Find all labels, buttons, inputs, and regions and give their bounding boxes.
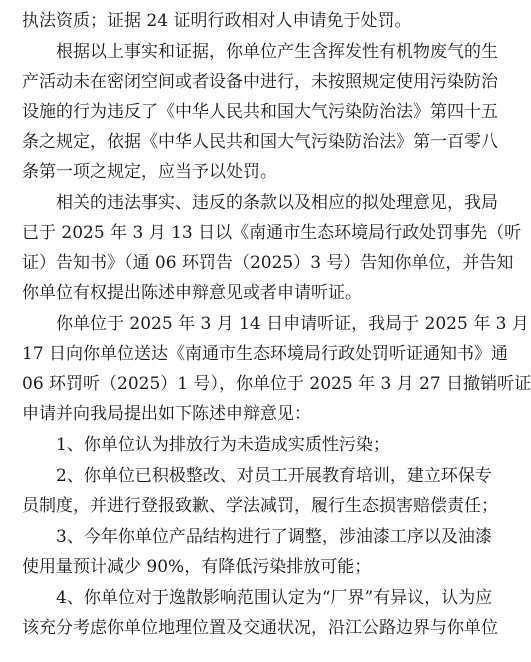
text-line: 该充分考虑你单位地理位置及交通状况，沿江公路边界与你单位 [22, 618, 498, 638]
text-line: 申请并向我局提出如下陈述申辩意见： [22, 404, 311, 424]
text-line: 使用量预计减少 90%，有降低污染排放可能； [22, 557, 372, 577]
text-line: 员制度，并进行登报致歉、学法减罚，履行生态损害赔偿责任； [22, 496, 498, 516]
text-line: 17 日向你单位送达《南通市生态环境局行政处罚听证通知书》通 [22, 344, 509, 364]
text-line: 已于 2025 年 3 月 13 日以《南通市生态环境局行政处罚事先（听 [22, 223, 522, 243]
text-line: 3、今年你单位产品结构进行了调整，涉油漆工序以及油漆 [56, 527, 492, 547]
text-line: 4、你单位对于逸散影响范围认定为“厂界”有异议，认为应 [56, 588, 493, 608]
text-line: 你单位有权提出陈述申辩意见或者申请听证。 [22, 283, 362, 303]
text-line: 你单位于 2025 年 3 月 14 日申请听证，我局于 2025 年 3 月 [56, 314, 529, 334]
text-line: 1、你单位认为排放行为未造成实质性污染； [56, 435, 390, 455]
text-line: 条之规定，依据《中华人民共和国大气污染防治法》第一百零八 [22, 132, 498, 152]
text-line: 设施的行为违反了《中华人民共和国大气污染防治法》第四十五 [22, 102, 498, 122]
text-line: 条第一项之规定，应当予以处罚。 [22, 162, 277, 182]
text-line: 2、你单位已积极整改、对员工开展教育培训，建立环保专 [56, 466, 492, 486]
text-line: 执法资质；证据 24 证明行政相对人申请免于处罚。 [22, 11, 412, 31]
text-line: 相关的违法事实、违反的条款以及相应的拟处理意见，我局 [56, 193, 498, 213]
text-line: 根据以上事实和证据，你单位产生含挥发性有机物废气的生 [56, 42, 498, 62]
text-line: 证）告知书》（通 06 环罚告（2025）3 号）告知你单位，并告知 [22, 253, 514, 273]
text-line: 06 环罚听（2025）1 号），你单位于 2025 年 3 月 27 日撤销听证 [22, 374, 531, 394]
text-line: 产活动未在密闭空间或者设备中进行，未按照规定使用污染防治 [22, 72, 498, 92]
